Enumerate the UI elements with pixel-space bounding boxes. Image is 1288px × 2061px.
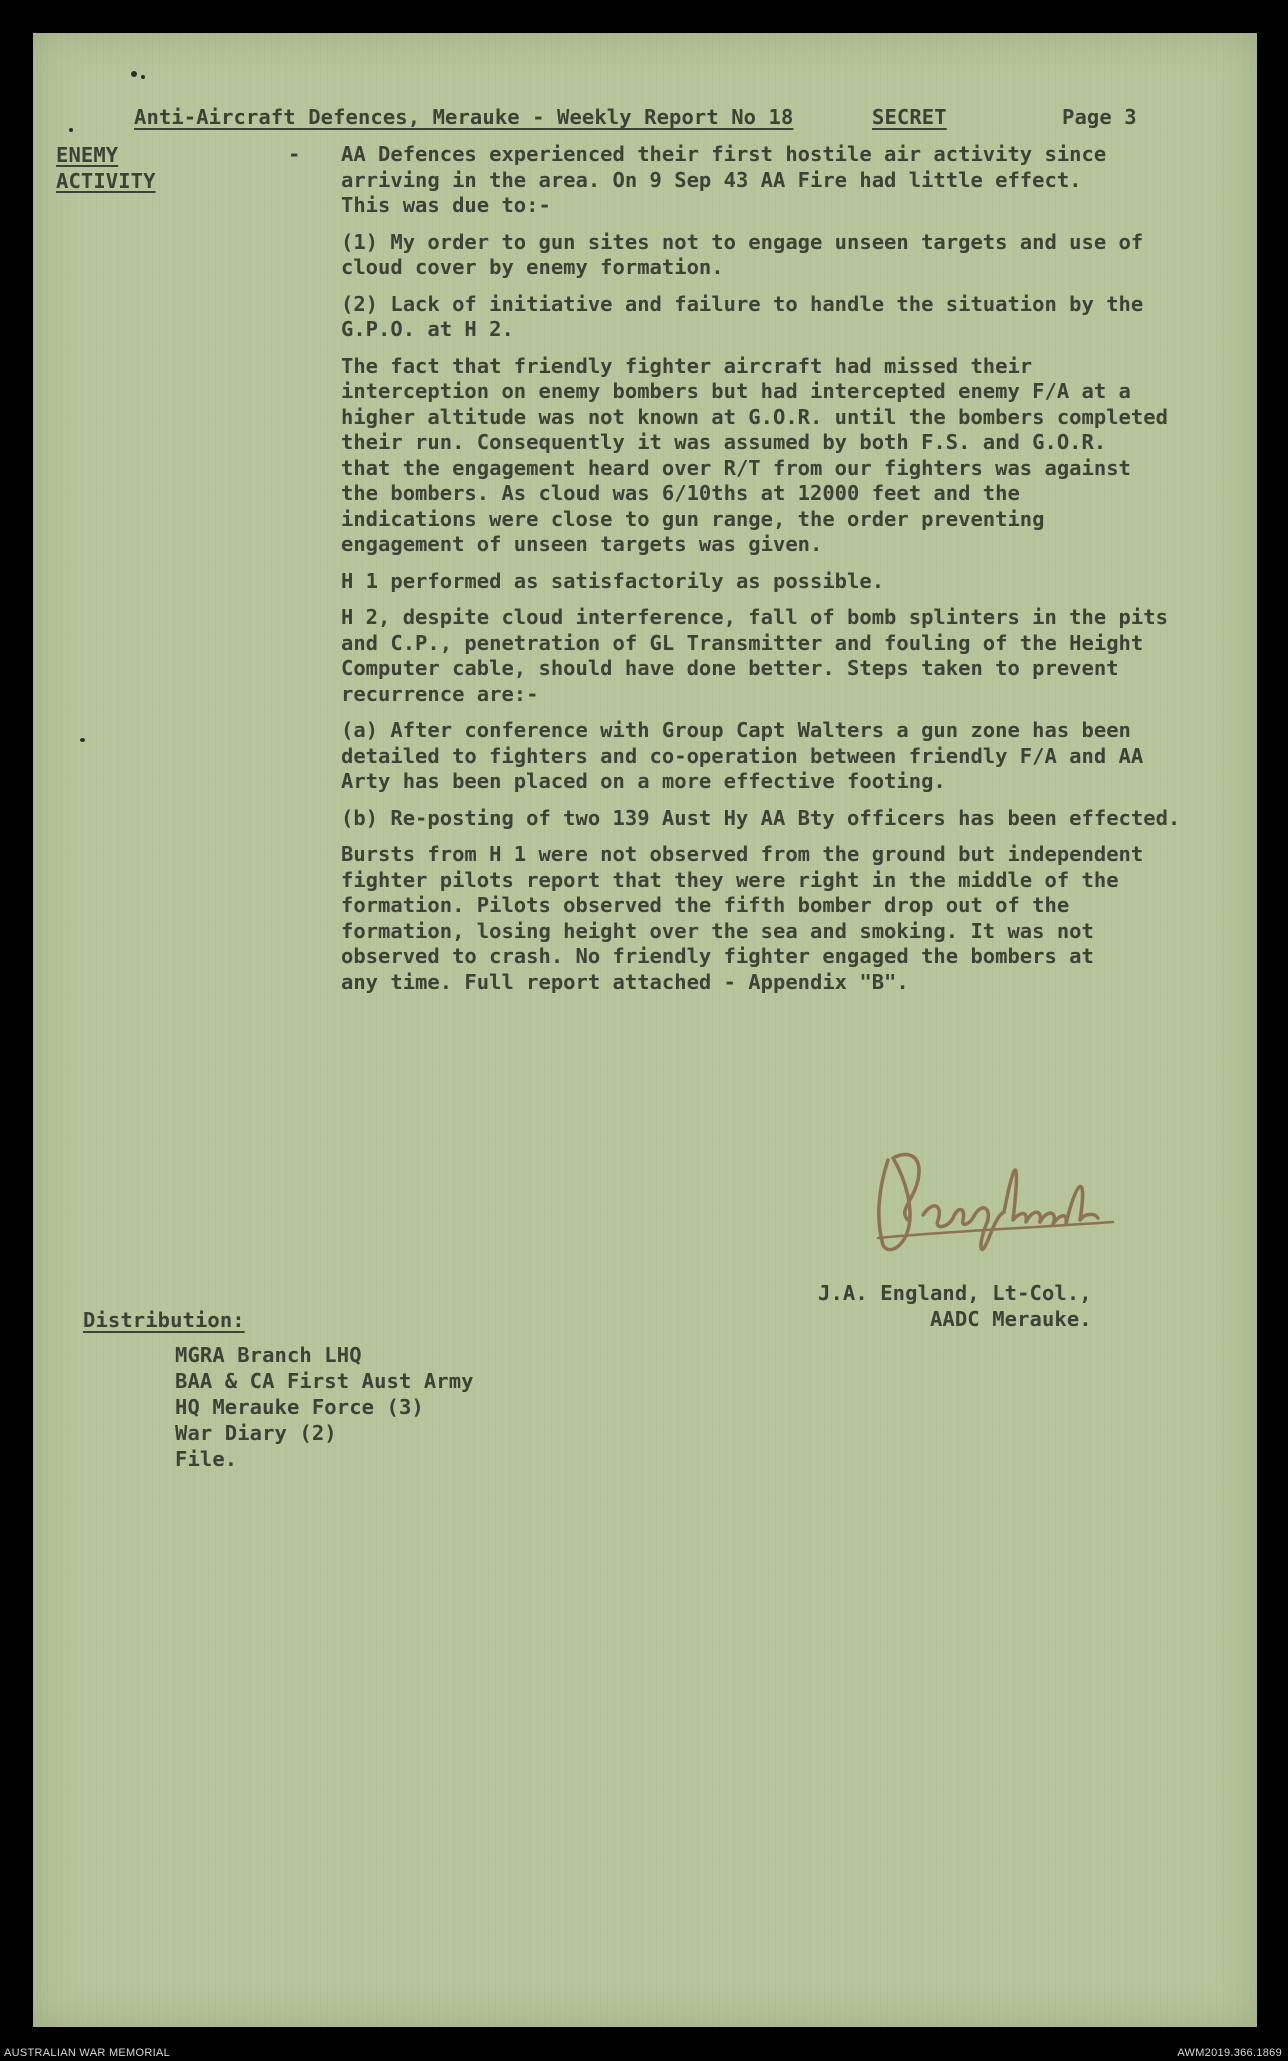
text-line: This was due to:- [341, 193, 551, 217]
text-line: H 1 performed as satisfactorily as possible. [341, 568, 885, 593]
signatory-block [818, 1280, 1092, 1332]
distribution-item: File. [175, 1447, 238, 1471]
distribution-item: MGRA Branch LHQ [175, 1343, 362, 1367]
text-line: indications were close to gun range, the order preventing [341, 506, 1045, 531]
text-line: observed to crash. No friendly fighter engaged the bombers at [341, 944, 1094, 968]
text-line: cloud cover by enemy formation. [341, 255, 724, 279]
report-body [341, 142, 1261, 1006]
paragraph [341, 718, 1261, 795]
report-title: Anti-Aircraft Defences, Merauke - Weekly Report No 18 [134, 105, 794, 129]
archive-reference: AWM2019.366.1869 [1177, 2047, 1282, 2059]
text-line: AA Defences experienced their first hostile air activity since [341, 142, 1107, 166]
section-heading [56, 142, 156, 194]
text-line: (2) Lack of initiative and failure to handle the situation by the [341, 291, 1144, 316]
text-line: any time. Full report attached - Appendix "B". [341, 969, 909, 994]
text-line: arriving in the area. On 9 Sep 43 AA Fire had little effect. [341, 167, 1082, 192]
text-line: formation. Pilots observed the fifth bomber drop out of the [341, 893, 1070, 917]
distribution-item: HQ Merauke Force (3) [175, 1395, 424, 1419]
ink-speck [80, 738, 85, 742]
text-line: recurrence are:- [341, 681, 539, 706]
handwritten-signature [848, 1120, 1138, 1270]
paragraph [341, 806, 1261, 832]
text-line: Bursts from H 1 were not observed from the ground but independent [341, 842, 1144, 866]
text-line: that the engagement heard over R/T from our fighters was against [341, 455, 1131, 480]
distribution-item: War Diary (2) [175, 1421, 337, 1445]
paragraph [341, 142, 1261, 219]
text-line: (a) After conference with Group Capt Walters a gun zone has been [341, 718, 1131, 742]
text-line: (1) My order to gun sites not to engage unseen targets and use of [341, 229, 1144, 254]
ink-speck [69, 128, 73, 132]
paragraph [341, 842, 1261, 995]
text-line: detailed to fighters and co-operation between friendly F/A and AA [341, 743, 1144, 768]
signatory-title: AADC Merauke. [929, 1307, 1092, 1331]
text-line: their run. Consequently it was assumed by both F.S. and G.O.R. [341, 430, 1107, 454]
paragraph [341, 354, 1261, 558]
text-line: higher altitude was not known at G.O.R. until the bombers completed [341, 404, 1168, 429]
ink-speck [141, 75, 145, 79]
section-heading-line: ENEMY [56, 143, 119, 167]
page-number: Page 3 [1062, 105, 1137, 129]
text-line: interception on enemy bombers but had intercepted enemy F/A at a [341, 379, 1131, 403]
paragraph [341, 292, 1261, 343]
text-line: the bombers. As cloud was 6/10ths at 12000 feet and the [341, 481, 1020, 505]
signatory-name: J.A. England, Lt-Col., [818, 1281, 1092, 1305]
paragraph [341, 605, 1261, 707]
text-line: Computer cable, should have done better. Steps taken to prevent [341, 656, 1119, 680]
paragraph [341, 230, 1261, 281]
text-line: H 2, despite cloud interference, fall of bomb splinters in the pits [341, 605, 1168, 629]
archive-credit: AUSTRALIAN WAR MEMORIAL [4, 2047, 171, 2059]
section-heading-line: ACTIVITY [56, 169, 156, 193]
paragraph [341, 569, 1261, 595]
signature-drawing [848, 1120, 1138, 1270]
text-line: fighter pilots report that they were right in the middle of the [341, 867, 1119, 892]
text-line: The fact that friendly fighter aircraft had missed their [341, 353, 1033, 378]
distribution-heading: Distribution: [83, 1308, 245, 1332]
text-line: G.P.O. at H 2. [341, 317, 514, 341]
text-line: (b) Re-posting of two 139 Aust Hy AA Bty officers has been effected. [341, 805, 1181, 830]
text-line: Arty has been placed on a more effective footing. [341, 769, 946, 793]
text-line: and C.P., penetration of GL Transmitter and fouling of the Height [341, 630, 1144, 655]
distribution-list [175, 1342, 474, 1472]
text-line: engagement of unseen targets was given. [341, 532, 823, 556]
section-dash: - [288, 142, 301, 166]
distribution-item: BAA & CA First Aust Army [175, 1369, 474, 1393]
ink-speck [131, 71, 137, 77]
text-line: formation, losing height over the sea and smoking. It was not [341, 918, 1094, 943]
classification-label: SECRET [872, 105, 947, 129]
